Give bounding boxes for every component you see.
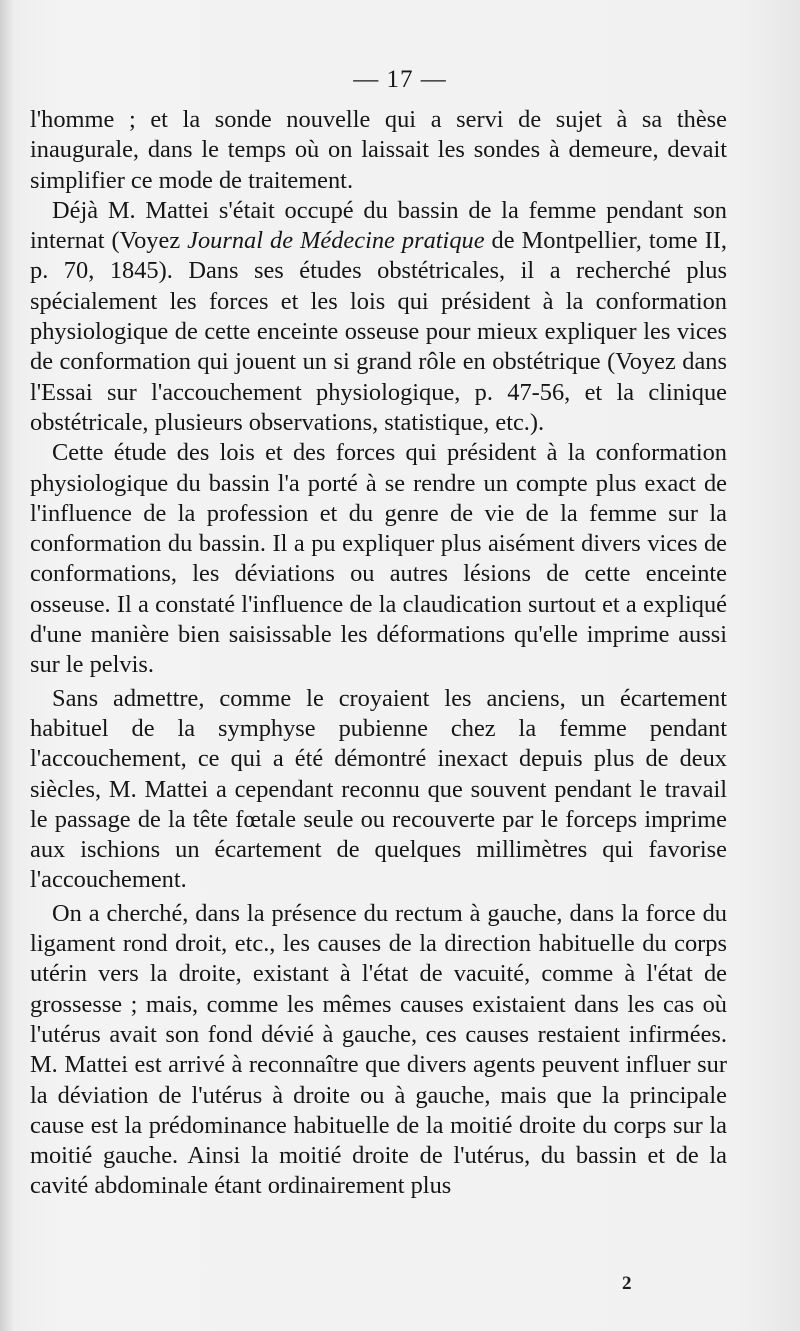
journal-title: Journal de Médecine pratique	[187, 227, 485, 255]
paragraph-2-before: Déjà M. Mattei s'était occupé du bassin de la femme pendant son internat (Voyez	[30, 196, 727, 255]
paragraph-1: l'homme ; et la sonde nouvelle qui a servi de sujet à sa thèse inaugurale, dans le temps où on laissait les sondes à demeure, devait simplifier ce mode de traitement.	[30, 106, 727, 194]
paragraph-2-after: de Montpellier, tome II, p. 70, 1845). Dans ses études obstétricales, il a recherché plus spécialement les forces et les lois qui président à la conformation physiologique de cette enceinte osseuse pour mieux expliquer les vices de conformation qui jouent un si grand rôle en obstétrique (Voyez dans l'Essai sur l'accouchement physiologique, p. 47-56, et la clinique obstétricale, plusieurs observations, statistique, etc.).	[30, 227, 727, 436]
page-number: — 17 —	[353, 66, 447, 93]
signature-mark: 2	[622, 1273, 632, 1294]
paragraph-3: Cette étude des lois et des forces qui président à la conformation physiologique du bassin l'a porté à se rendre un compte plus exact de l'influence de la profession et du genre de vie de la femme sur la conformation du bassin. Il a pu expliquer plus aisément divers vices de conformations, les déviations ou autres lésions de cette enceinte osseuse. Il a constaté l'influence de la claudication surtout et a expliqué d'une manière bien saisissable les déformations qu'elle imprime aussi sur le pelvis.	[30, 439, 727, 679]
paragraph-4: Sans admettre, comme le croyaient les anciens, un écartement habituel de la symphyse pubienne chez la femme pendant l'accouchement, ce qui a été démontré inexact depuis plus de deux siècles, M. Mattei a cependant reconnu que souvent pendant le travail le passage de la tête fœtale seule ou recouverte par le forceps imprime aux ischions un écartement de quelques millimètres qui favorise l'accouchement.	[30, 684, 727, 894]
paragraph-5: On a cherché, dans la présence du rectum à gauche, dans la force du ligament rond droit, etc., les causes de la direction habituelle du corps utérin vers la droite, existant à l'état de vacuité, comme à l'état de grossesse ; mais, comme les mêmes causes existaient dans les cas où l'utérus avait son fond dévié à gauche, ces causes restaient infirmées. M. Mattei est arrivé à reconnaître que divers agents peuvent influer sur la déviation de l'utérus à droite ou à gauche, mais que la principale cause est la prédominance habituelle de la moitié droite du corps sur la moitié gauche. Ainsi la moitié droite de l'utérus, du bassin et de la cavité abdominale étant ordinairement plus	[30, 899, 727, 1200]
body-text	[30, 105, 727, 1202]
paragraph-2	[30, 196, 727, 438]
